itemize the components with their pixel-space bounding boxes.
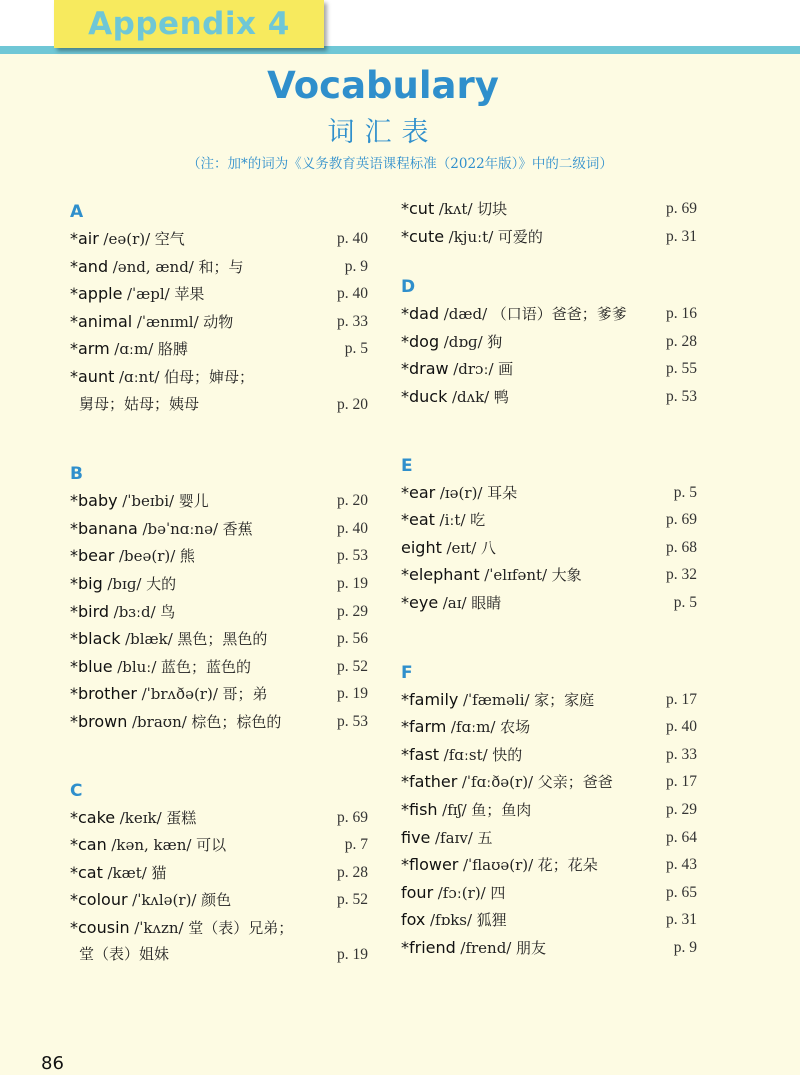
entry-page: p. 9 bbox=[673, 938, 697, 956]
entry-page: p. 40 bbox=[337, 519, 368, 537]
entry-text bbox=[401, 741, 522, 770]
entry-text bbox=[401, 934, 546, 963]
entry-meaning: 八 bbox=[480, 538, 496, 557]
entry-page: p. 7 bbox=[344, 836, 368, 854]
entry-phonetic: /ˈkʌlə(r)/ bbox=[132, 891, 197, 910]
entry-word: *big bbox=[70, 573, 103, 593]
entry-phonetic: /ˈkʌzn/ bbox=[134, 918, 184, 937]
entry-page: p. 31 bbox=[666, 227, 697, 245]
vocab-section bbox=[70, 461, 368, 735]
entry-phonetic: /eə(r)/ bbox=[103, 230, 151, 248]
entry-word: *dad bbox=[401, 304, 440, 324]
entry-text bbox=[401, 355, 513, 384]
entry-word: five bbox=[401, 827, 431, 847]
entry-phonetic: /fɔː(r)/ bbox=[437, 883, 486, 902]
entry-phonetic: /fɪʃ/ bbox=[442, 800, 467, 819]
entry-page: p. 33 bbox=[666, 745, 697, 763]
entry-phonetic: /eɪt/ bbox=[446, 538, 477, 557]
entry-meaning: 伯母；婶母； bbox=[164, 367, 255, 386]
entry-phonetic: /bɜːd/ bbox=[113, 602, 156, 621]
entry-meaning: 胳膊 bbox=[157, 340, 188, 359]
entry-word: *aunt bbox=[70, 366, 115, 386]
entry-word: *cousin bbox=[70, 917, 130, 937]
entry-page: p. 69 bbox=[666, 200, 697, 217]
entry-phonetic: /ˈflaʊə(r)/ bbox=[462, 856, 534, 875]
entry-text bbox=[70, 598, 175, 627]
entry-page: p. 53 bbox=[337, 547, 368, 565]
entry-meaning: 鱼；鱼肉 bbox=[471, 800, 532, 819]
entry-page: p. 55 bbox=[666, 360, 697, 378]
vocab-entry bbox=[70, 280, 368, 308]
entry-phonetic: /fɒks/ bbox=[430, 911, 473, 930]
vocab-entry bbox=[401, 851, 697, 879]
entry-page: p. 17 bbox=[666, 690, 697, 708]
section-gap bbox=[70, 418, 368, 461]
entry-phonetic: /aɪ/ bbox=[442, 593, 467, 612]
entry-phonetic: /fɑːst/ bbox=[443, 745, 488, 764]
entry-meaning: 香蕉 bbox=[222, 519, 253, 538]
entry-page: p. 5 bbox=[673, 483, 697, 501]
appendix-label: Appendix 4 bbox=[88, 6, 290, 42]
entry-text bbox=[70, 914, 293, 943]
entry-word: *air bbox=[70, 229, 99, 248]
entry-word: *banana bbox=[70, 518, 138, 538]
entry-meaning: 快的 bbox=[492, 745, 523, 764]
vocab-entry bbox=[70, 653, 368, 681]
vocab-entry bbox=[401, 906, 697, 934]
entry-word: *black bbox=[70, 629, 121, 649]
entry-page: p. 19 bbox=[337, 685, 368, 703]
entry-phonetic: /blæk/ bbox=[125, 630, 173, 649]
vocab-entry bbox=[401, 713, 697, 741]
entry-word: *animal bbox=[70, 311, 133, 331]
entry-text bbox=[70, 487, 209, 516]
vocab-section bbox=[401, 274, 697, 410]
entry-text bbox=[70, 708, 281, 737]
entry-phonetic: /iːt/ bbox=[439, 511, 466, 530]
entry-meaning: 农场 bbox=[500, 718, 531, 737]
section-gap bbox=[401, 250, 697, 274]
right-column bbox=[401, 195, 697, 961]
section-letter: B bbox=[70, 464, 83, 485]
entry-word: *apple bbox=[70, 284, 123, 304]
entry-meaning: 熊 bbox=[179, 547, 195, 566]
vocab-entry bbox=[70, 570, 368, 598]
vocab-entry bbox=[401, 561, 697, 589]
entry-meaning: 猫 bbox=[151, 863, 167, 882]
entry-page: p. 68 bbox=[666, 538, 697, 556]
entry-text bbox=[401, 534, 496, 563]
entry-text bbox=[401, 713, 530, 742]
entry-phonetic: /fɑːm/ bbox=[450, 718, 496, 737]
vocab-entry bbox=[70, 625, 368, 653]
entry-phonetic: /keɪk/ bbox=[119, 808, 162, 827]
entry-page: p. 40 bbox=[666, 718, 697, 736]
entry-phonetic: /braʊn/ bbox=[132, 712, 187, 731]
entry-page: p. 64 bbox=[666, 828, 697, 846]
entry-meaning: 五 bbox=[477, 828, 493, 847]
vocab-entry bbox=[70, 859, 368, 887]
entry-text bbox=[401, 195, 507, 224]
vocab-entry bbox=[70, 335, 368, 363]
entry-text bbox=[70, 363, 254, 392]
vocab-entry bbox=[70, 308, 368, 336]
entry-meaning: 四 bbox=[490, 883, 506, 902]
entry-page: p. 31 bbox=[666, 911, 697, 929]
entry-phonetic: /kjuːt/ bbox=[448, 227, 494, 246]
vocab-entry bbox=[401, 934, 697, 962]
entry-meaning: 可以 bbox=[196, 836, 227, 855]
entry-page: p. 33 bbox=[337, 312, 368, 330]
entry-page: p. 19 bbox=[337, 574, 368, 592]
entry-phonetic: /ˈfɑːðə(r)/ bbox=[461, 773, 534, 792]
entry-page: p. 56 bbox=[337, 630, 368, 648]
entry-phonetic: /ˈbrʌðə(r)/ bbox=[141, 685, 218, 704]
vocab-entry bbox=[70, 225, 368, 253]
entry-word: fox bbox=[401, 910, 426, 930]
entry-page: p. 65 bbox=[666, 883, 697, 901]
entry-text bbox=[70, 280, 204, 309]
vocab-section bbox=[401, 660, 697, 962]
vocab-entry bbox=[401, 195, 697, 223]
entry-word: eight bbox=[401, 537, 442, 557]
vocab-entry bbox=[401, 768, 697, 796]
entry-text bbox=[401, 506, 485, 535]
page-note: （注：加*的词为《义务教育英语课程标准（2022年版）》中的二级词） bbox=[187, 156, 613, 172]
vocab-entry bbox=[70, 598, 368, 626]
entry-word: *arm bbox=[70, 339, 110, 359]
entry-text bbox=[70, 886, 231, 915]
entry-text bbox=[70, 308, 233, 337]
entry-text bbox=[70, 859, 166, 888]
vocab-section bbox=[401, 453, 697, 617]
vocab-entry bbox=[70, 515, 368, 543]
entry-meaning: 堂（表）姐妹 bbox=[79, 945, 170, 964]
entry-meaning: 堂（表）兄弟； bbox=[188, 918, 294, 937]
entry-word: *colour bbox=[70, 890, 128, 910]
entry-meaning: 动物 bbox=[203, 312, 234, 331]
entry-text bbox=[401, 561, 582, 590]
entry-text bbox=[401, 479, 517, 508]
entry-meaning: 狐狸 bbox=[476, 911, 507, 930]
entry-phonetic: /bɪɡ/ bbox=[107, 574, 142, 593]
vocab-entry bbox=[401, 534, 697, 562]
entry-text bbox=[70, 542, 195, 571]
vocab-entry bbox=[401, 355, 697, 383]
entry-meaning: 耳朵 bbox=[487, 483, 518, 502]
entry-page: p. 32 bbox=[666, 566, 697, 584]
vocab-entry bbox=[401, 300, 697, 328]
vocab-section bbox=[401, 195, 697, 250]
entry-meaning: 蛋糕 bbox=[166, 808, 197, 827]
entry-page: p. 29 bbox=[666, 800, 697, 818]
entry-page: p. 20 bbox=[337, 492, 368, 510]
entry-page: p. 52 bbox=[337, 657, 368, 675]
entry-page: p. 5 bbox=[673, 593, 697, 611]
vocab-entry bbox=[70, 914, 368, 942]
entry-text bbox=[70, 253, 243, 282]
entry-text bbox=[70, 225, 185, 254]
entry-phonetic: /kən, kæn/ bbox=[111, 836, 192, 855]
entry-meaning: 和；与 bbox=[198, 257, 244, 276]
entry-page: p. 69 bbox=[337, 808, 368, 826]
entry-word: *duck bbox=[401, 386, 448, 406]
entry-meaning: 家；家庭 bbox=[534, 690, 595, 709]
entry-meaning: 鸟 bbox=[160, 602, 176, 621]
entry-phonetic: /kʌt/ bbox=[438, 200, 473, 218]
entry-page: p. 9 bbox=[344, 257, 368, 275]
vocab-entry bbox=[401, 589, 697, 617]
vocab-entry bbox=[401, 824, 697, 852]
entry-word: *father bbox=[401, 772, 458, 792]
vocab-entry bbox=[401, 686, 697, 714]
entry-meaning: 狗 bbox=[487, 332, 503, 351]
entry-meaning: 黑色；黑色的 bbox=[177, 630, 268, 649]
entry-meaning: 舅母；姑母；姨母 bbox=[79, 394, 200, 413]
entry-page: p. 17 bbox=[666, 773, 697, 791]
entry-text bbox=[401, 906, 507, 935]
entry-text bbox=[401, 383, 509, 412]
entry-word: *and bbox=[70, 256, 109, 276]
entry-page: p. 43 bbox=[666, 856, 697, 874]
entry-meaning: 哥；弟 bbox=[222, 685, 268, 704]
section-letter: D bbox=[401, 277, 416, 298]
entry-page: p. 40 bbox=[337, 230, 368, 247]
entry-meaning: 眼睛 bbox=[471, 593, 502, 612]
entry-text bbox=[401, 223, 543, 252]
section-letter: A bbox=[70, 202, 84, 222]
entry-word: *friend bbox=[401, 937, 456, 957]
entry-phonetic: /ˈæpl/ bbox=[127, 285, 170, 304]
entry-phonetic: /bəˈnɑːnə/ bbox=[142, 519, 219, 538]
entry-meaning: 婴儿 bbox=[178, 492, 209, 511]
entry-word: *draw bbox=[401, 359, 449, 379]
entry-page: p. 19 bbox=[337, 946, 368, 964]
entry-phonetic: /dæd/ bbox=[443, 305, 488, 324]
entry-meaning: 切块 bbox=[477, 200, 508, 218]
entry-page: p. 53 bbox=[666, 387, 697, 405]
entry-text bbox=[401, 328, 502, 357]
entry-word: *cake bbox=[70, 807, 116, 827]
entry-word: *baby bbox=[70, 491, 118, 511]
entry-meaning: 颜色 bbox=[201, 891, 232, 910]
entry-text bbox=[70, 831, 226, 860]
entry-text bbox=[70, 653, 251, 682]
entry-word: *ear bbox=[401, 482, 436, 502]
vocab-entry bbox=[401, 479, 697, 507]
entry-phonetic: /dʌk/ bbox=[451, 387, 490, 406]
entry-meaning: 花；花朵 bbox=[537, 856, 598, 875]
entry-meaning: 鸭 bbox=[493, 387, 509, 406]
entry-meaning: 棕色；棕色的 bbox=[191, 712, 282, 731]
entry-text bbox=[70, 391, 199, 419]
entry-meaning: 苹果 bbox=[174, 285, 205, 304]
vocab-entry bbox=[70, 831, 368, 859]
entry-text bbox=[70, 941, 169, 969]
entry-meaning: 可爱的 bbox=[497, 227, 543, 246]
vocab-entry bbox=[70, 487, 368, 515]
entry-page: p. 40 bbox=[337, 285, 368, 303]
appendix-tab bbox=[54, 0, 324, 48]
entry-meaning: 蓝色；蓝色的 bbox=[161, 657, 252, 676]
vocab-entry bbox=[70, 886, 368, 914]
entry-meaning: 父亲；爸爸 bbox=[537, 773, 613, 792]
entry-text bbox=[401, 796, 531, 825]
entry-word: *brother bbox=[70, 684, 138, 704]
entry-meaning: 大象 bbox=[551, 566, 582, 585]
entry-page: p. 5 bbox=[344, 340, 368, 358]
vocab-entry bbox=[401, 796, 697, 824]
entry-phonetic: /dɒɡ/ bbox=[443, 332, 483, 351]
entry-meaning: 大的 bbox=[146, 574, 177, 593]
page-subtitle: 词汇表 bbox=[327, 117, 439, 148]
entry-word: *farm bbox=[401, 717, 447, 737]
section-letter: C bbox=[70, 780, 83, 801]
entry-word: *cute bbox=[401, 226, 445, 246]
entry-word: *can bbox=[70, 835, 107, 855]
section-letter: F bbox=[401, 662, 413, 683]
entry-word: *cut bbox=[401, 199, 435, 218]
entry-word: *bird bbox=[70, 601, 110, 621]
page-number: 86 bbox=[41, 1053, 64, 1074]
vocab-entry bbox=[70, 542, 368, 570]
entry-word: *eye bbox=[401, 592, 439, 612]
entry-phonetic: /faɪv/ bbox=[434, 828, 473, 847]
vocab-entry bbox=[70, 391, 368, 419]
entry-phonetic: /ɪə(r)/ bbox=[439, 483, 483, 502]
entry-page: p. 20 bbox=[337, 395, 368, 413]
section-gap bbox=[401, 411, 697, 453]
entry-text bbox=[401, 879, 505, 908]
entry-word: four bbox=[401, 882, 434, 902]
entry-text bbox=[401, 851, 598, 880]
vocab-section bbox=[70, 199, 368, 418]
entry-word: *fast bbox=[401, 744, 440, 764]
entry-phonetic: /bluː/ bbox=[117, 657, 157, 676]
vocab-entry bbox=[401, 223, 697, 251]
vocab-entry bbox=[70, 680, 368, 708]
entry-text bbox=[401, 300, 627, 329]
vocab-entry bbox=[70, 708, 368, 736]
entry-phonetic: /ˈelɪfənt/ bbox=[484, 566, 548, 585]
entry-page: p. 29 bbox=[337, 602, 368, 620]
entry-meaning: 朋友 bbox=[515, 938, 546, 957]
section-gap bbox=[70, 736, 368, 778]
entry-meaning: 空气 bbox=[154, 230, 185, 248]
entry-text bbox=[401, 686, 594, 715]
page-title: Vocabulary bbox=[267, 64, 499, 107]
entry-meaning: 画 bbox=[498, 360, 514, 379]
entry-page: p. 28 bbox=[337, 863, 368, 881]
vocab-entry bbox=[401, 741, 697, 769]
entry-text bbox=[401, 768, 613, 797]
entry-page: p. 52 bbox=[337, 891, 368, 909]
entry-word: *fish bbox=[401, 799, 438, 819]
vocab-entry bbox=[401, 879, 697, 907]
entry-phonetic: /ɑːnt/ bbox=[118, 367, 160, 386]
entry-word: *brown bbox=[70, 711, 128, 731]
entry-word: *elephant bbox=[401, 565, 480, 585]
entry-phonetic: /drɔː/ bbox=[453, 360, 494, 379]
section-letter: E bbox=[401, 455, 413, 476]
left-column bbox=[70, 199, 368, 969]
vocab-entry bbox=[401, 383, 697, 411]
entry-text bbox=[401, 589, 501, 618]
entry-phonetic: /beə(r)/ bbox=[118, 547, 176, 566]
entry-phonetic: /kæt/ bbox=[107, 863, 147, 882]
entry-word: *cat bbox=[70, 862, 103, 882]
entry-page: p. 28 bbox=[666, 332, 697, 350]
entry-word: *family bbox=[401, 689, 459, 709]
vocab-entry bbox=[401, 328, 697, 356]
vocab-section bbox=[70, 778, 368, 970]
entry-word: *bear bbox=[70, 546, 115, 566]
section-gap bbox=[401, 617, 697, 660]
entry-meaning: （口语）爸爸；爹爹 bbox=[491, 305, 627, 324]
entry-text bbox=[401, 824, 492, 853]
vocab-entry bbox=[70, 253, 368, 281]
entry-phonetic: /ˈænɪml/ bbox=[136, 312, 199, 331]
entry-page: p. 53 bbox=[337, 712, 368, 730]
entry-text bbox=[70, 570, 176, 599]
entry-text bbox=[70, 625, 267, 654]
entry-text bbox=[70, 804, 196, 833]
entry-page: p. 16 bbox=[666, 305, 697, 323]
vocab-entry bbox=[70, 804, 368, 832]
entry-phonetic: /ənd, ænd/ bbox=[112, 257, 194, 276]
entry-text bbox=[70, 335, 188, 364]
entry-word: *flower bbox=[401, 855, 459, 875]
entry-phonetic: /ˈbeɪbi/ bbox=[122, 492, 175, 511]
entry-page: p. 69 bbox=[666, 511, 697, 529]
vocab-entry bbox=[401, 506, 697, 534]
entry-word: *blue bbox=[70, 656, 113, 676]
entry-word: *dog bbox=[401, 331, 440, 351]
vocab-entry bbox=[70, 941, 368, 969]
entry-phonetic: /ɑːm/ bbox=[114, 340, 154, 359]
entry-phonetic: /frend/ bbox=[460, 938, 512, 957]
entry-meaning: 吃 bbox=[470, 511, 486, 530]
entry-text bbox=[70, 680, 267, 709]
entry-text bbox=[70, 515, 253, 544]
entry-phonetic: /ˈfæməli/ bbox=[462, 690, 530, 709]
vocab-entry bbox=[70, 363, 368, 391]
entry-word: *eat bbox=[401, 510, 435, 530]
